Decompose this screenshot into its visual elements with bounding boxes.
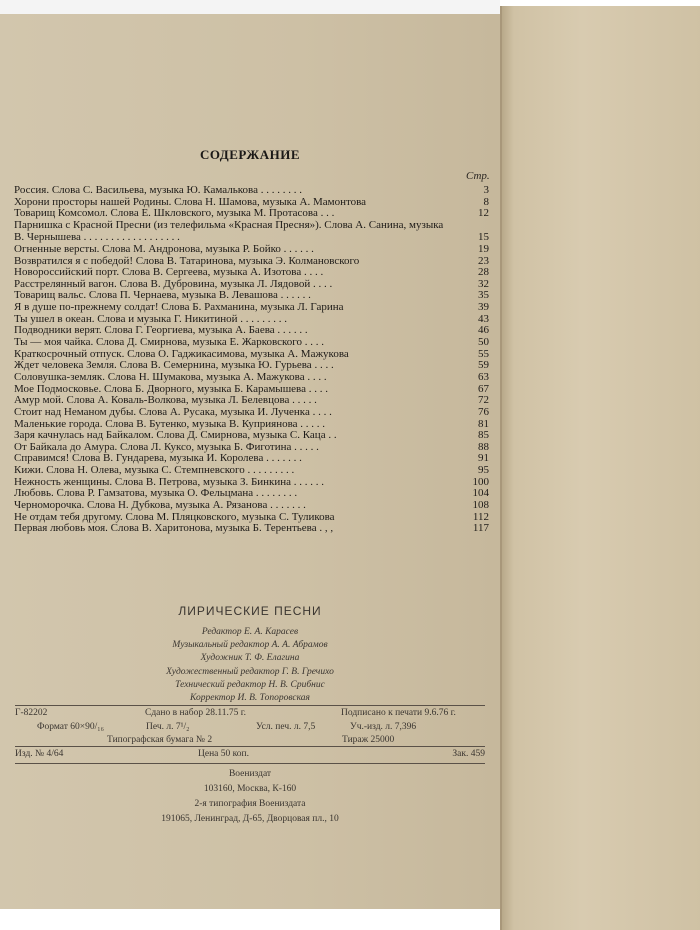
toc-entry-page: 67 xyxy=(478,382,489,395)
toc-entry-page: 104 xyxy=(472,487,489,500)
credit-line: Редактор Е. А. Карасев xyxy=(201,627,299,637)
toc-entry-text: Заря качнулась над Байкалом. Слова Д. Смирнова, музыка С. Каца . . xyxy=(14,429,337,442)
toc-entry-page: 72 xyxy=(478,394,489,407)
toc-entry xyxy=(14,465,489,477)
toc-entry xyxy=(14,372,489,384)
toc-entry-page: 32 xyxy=(478,277,489,290)
imprint-print-run: Тираж 25000 xyxy=(342,735,395,745)
credit-line: Музыкальный редактор А. А. Абрамов xyxy=(172,640,328,651)
toc-entry-page: 85 xyxy=(478,429,489,442)
toc-entry-text: Кижи. Слова Н. Олева, музыка С. Стемпневского . . . . . . . . . xyxy=(14,464,295,477)
toc-entry-text: Ты ушел в океан. Слова и музыка Г. Никитиной . . . . . . . . . xyxy=(14,312,288,325)
toc-entry-text: Соловушка-земляк. Слова Н. Шумакова, музыка А. Мажукова . . . . xyxy=(14,370,327,383)
toc-entry xyxy=(14,244,489,256)
credits-block xyxy=(0,626,500,705)
page-column-label: Стр. xyxy=(466,170,490,182)
imprint-conv-sheets: Усл. печ. л. 7,5 xyxy=(256,722,316,732)
toc-entry xyxy=(14,523,489,535)
imprint-price: Цена 50 коп. xyxy=(198,749,249,759)
toc-entry-text: Огненные версты. Слова М. Андронова, музыка Р. Бойко . . . . . . xyxy=(14,242,314,255)
toc-entry-text: Хорони просторы нашей Родины. Слова Н. Шамова, музыка А. Мамонтова xyxy=(14,195,367,208)
imprint-paper: Типографская бумага № 2 xyxy=(107,735,213,745)
toc-entry-page: 23 xyxy=(478,254,489,267)
imprint-format: Формат 60×90/₁₆ xyxy=(37,722,104,732)
toc-entry-text: Возвратился я с победой! Слова В. Татаринова, музыка Э. Колмановского xyxy=(14,254,360,267)
table-of-contents xyxy=(14,185,489,535)
publisher-line: 103160, Москва, К-160 xyxy=(203,784,297,794)
toc-entry-text: Новороссийский порт. Слова В. Сергеева, музыка А. Изотова . . . . xyxy=(14,266,324,279)
credit-line: Художник Т. Ф. Елагина xyxy=(200,653,300,664)
toc-entry-page: 39 xyxy=(478,301,489,314)
toc-entry-text: Товарищ Комсомол. Слова Е. Шкловского, музыка М. Протасова . . . xyxy=(14,207,335,220)
divider xyxy=(15,746,485,747)
toc-entry-page: 95 xyxy=(478,464,489,477)
toc-entry xyxy=(14,220,489,244)
toc-entry xyxy=(14,407,489,419)
toc-entry xyxy=(14,500,489,512)
imprint-signed: Подписано к печати 9.6.76 г. xyxy=(341,708,456,718)
publisher-line: 191065, Ленинград, Д-65, Дворцовая пл., 10 xyxy=(161,814,339,824)
toc-entry-page: 12 xyxy=(478,207,489,220)
toc-entry-text: Любовь. Слова Р. Гамзатова, музыка О. Фельцмана . . . . . . . . xyxy=(14,487,298,500)
publisher-block xyxy=(0,767,500,827)
toc-entry-page: 50 xyxy=(478,336,489,349)
toc-entry-page: 117 xyxy=(472,522,489,535)
toc-entry-page: 76 xyxy=(478,405,489,418)
credit-line: Технический редактор Н. В. Срибнис xyxy=(175,679,325,690)
toc-entry-text: Россия. Слова С. Васильева, музыка Ю. Камалькова . . . . . . . . xyxy=(14,184,302,196)
credit-line: Художественный редактор Г. В. Гречихо xyxy=(166,666,334,677)
toc-entry-page: 35 xyxy=(478,289,489,302)
divider xyxy=(15,763,485,764)
toc-entry xyxy=(14,337,489,349)
toc-entry-text: Стоит над Неманом дубы. Слова А. Русака, музыка И. Лученка . . . . xyxy=(14,405,332,418)
toc-entry-text: Черноморочка. Слова Н. Дубкова, музыка А. Рязанова . . . . . . . xyxy=(14,499,306,512)
toc-entry-page: 55 xyxy=(478,347,489,360)
toc-entry-text: Ждет человека Земля. Слова В. Семернина, музыка Ю. Гурьева . . . . xyxy=(14,359,334,372)
divider xyxy=(15,705,485,706)
toc-entry-page: 81 xyxy=(478,417,489,430)
toc-entry-page: 59 xyxy=(478,359,489,372)
imprint-order-line xyxy=(15,749,485,763)
imprint-code: Г-82202 xyxy=(15,708,48,718)
publisher-line: Воениздат xyxy=(228,769,272,779)
toc-entry-text: Маленькие города. Слова В. Бутенко, музыка В. Куприянова . . . . . xyxy=(14,417,326,430)
toc-entry-text: Амур мой. Слова А. Коваль-Волкова, музыка Л. Белевцова . . . . . xyxy=(14,394,317,407)
toc-entry-page: 15 xyxy=(478,230,489,243)
publisher-line: 2-я типография Воениздата xyxy=(194,799,306,809)
toc-entry-text: Подводники верят. Слова Г. Георгиева, музыка А. Баева . . . . . . xyxy=(14,324,308,337)
imprint-edit-sheets: Уч.-изд. л. 7,396 xyxy=(350,722,417,732)
toc-entry xyxy=(14,185,489,197)
imprint-edition-no: Изд. № 4/64 xyxy=(15,749,64,759)
contents-heading: СОДЕРЖАНИЕ xyxy=(199,147,301,162)
toc-entry-text: От Байкала до Амура. Слова Л. Куксо, музыка Б. Фиготина . . . . . xyxy=(14,440,319,453)
book-title: ЛИРИЧЕСКИЕ ПЕСНИ xyxy=(178,604,322,618)
toc-entry-text: Товарищ вальс. Слова П. Чернаева, музыка В. Левашова . . . . . . xyxy=(14,289,311,302)
toc-entry-text: Расстрелянный вагон. Слова В. Дубровина, музыка Л. Лядовой . . . . xyxy=(14,277,333,290)
credit-line: Корректор И. В. Топоровская xyxy=(190,692,310,703)
toc-entry-text: Я в душе по-прежнему солдат! Слова Б. Рахманина, музыка Л. Гарина xyxy=(14,301,344,314)
toc-entry-page: 91 xyxy=(478,452,489,465)
toc-entry-page: 63 xyxy=(478,370,489,383)
toc-entry-text: Мое Подмосковье. Слова Б. Дворного, музыка Б. Карамышева . . . . xyxy=(14,382,328,395)
toc-entry-page: 112 xyxy=(472,510,489,523)
imprint-sent-to-set: Сдано в набор 28.11.75 г. xyxy=(145,708,246,718)
toc-entry-text: Справимся! Слова В. Гундарева, музыка И. Королева . . . . . . . xyxy=(14,452,302,465)
toc-entry-page: 46 xyxy=(478,324,489,337)
toc-entry-page: 43 xyxy=(478,312,489,325)
toc-entry-page: 8 xyxy=(483,195,489,208)
toc-entry-page: 88 xyxy=(478,440,489,453)
imprint-print-sheets: Печ. л. 7¹/₂ xyxy=(146,722,190,732)
toc-entry-text: Не отдам тебя другому. Слова М. Пляцковского, музыка С. Туликова xyxy=(14,510,335,523)
toc-entry-text: Краткосрочный отпуск. Слова О. Гаджикасимова, музыка А. Мажукова xyxy=(14,347,349,360)
facing-page xyxy=(500,6,700,930)
imprint-order: Зак. 459 xyxy=(452,749,485,759)
toc-entry-page: 19 xyxy=(478,242,489,255)
background-strip xyxy=(0,0,500,14)
toc-entry-text: Первая любовь моя. Слова В. Харитонова, музыка Б. Терентьева . , , xyxy=(14,522,334,535)
toc-entry-text: Парнишка с Красной Пресни (из телефильма «Красная Пресня»). Слова А. Санина, музыка В. Чернышева . . . . . . . . . . . . . . . . . . xyxy=(14,218,444,243)
toc-entry-page: 28 xyxy=(478,266,489,279)
toc-entry-page: 3 xyxy=(483,184,489,196)
toc-entry-page: 100 xyxy=(472,475,489,488)
toc-entry-text: Ты — моя чайка. Слова Д. Смирнова, музыка Е. Жарковского . . . . xyxy=(14,336,325,349)
toc-entry-text: Нежность женщины. Слова В. Петрова, музыка З. Бинкина . . . . . . xyxy=(14,475,325,488)
toc-entry-page: 108 xyxy=(472,499,489,512)
